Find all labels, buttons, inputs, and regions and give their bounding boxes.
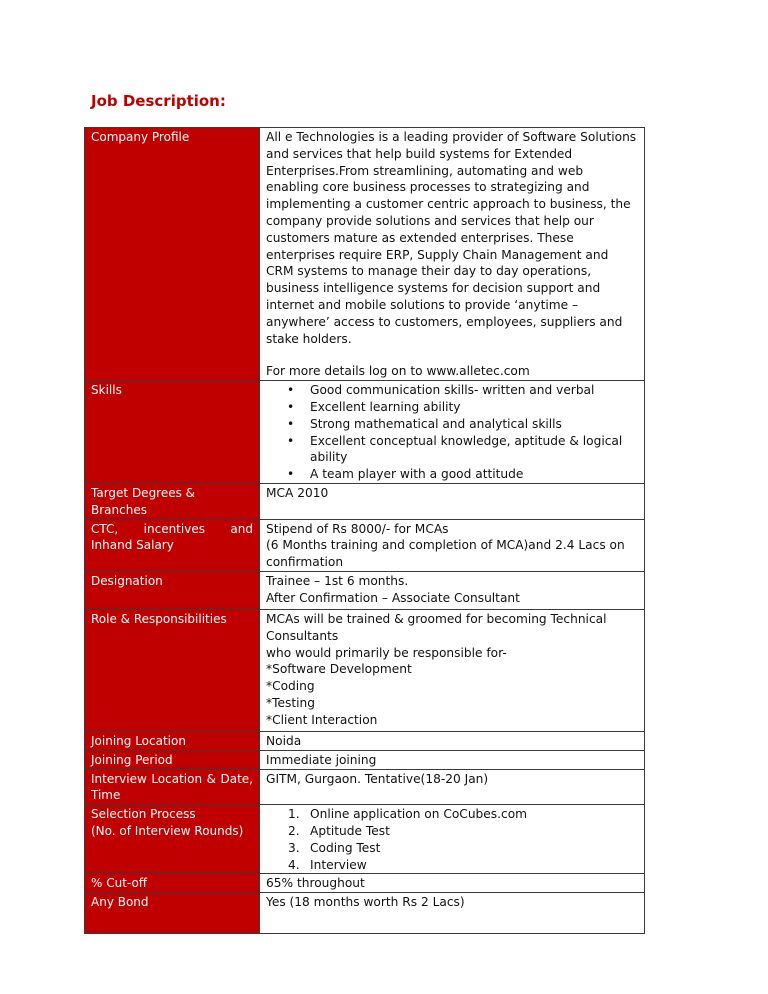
page-title: Job Description:	[91, 92, 226, 110]
company-website-line: For more details log on to www.alletec.com	[266, 364, 530, 379]
selection-label-line: (No. of Interview Rounds)	[91, 823, 244, 838]
row-joining-location	[85, 731, 645, 750]
list-item: • Good communication skills- written and verbal	[310, 382, 638, 399]
row-skills	[85, 381, 645, 484]
designation-line: Trainee – 1st 6 months.	[266, 573, 409, 588]
item-text: Interview	[310, 857, 367, 872]
list-item	[288, 806, 638, 823]
row-selection-process	[85, 805, 645, 874]
role-line: *Testing	[266, 695, 315, 710]
value-joining-location: Noida	[260, 731, 645, 750]
role-line: *Client Interaction	[266, 712, 378, 727]
row-role	[85, 609, 645, 731]
value-ctc	[260, 519, 645, 571]
label-designation: Designation	[85, 571, 260, 609]
list-item: • A team player with a good attitude	[310, 466, 638, 483]
value-cutoff: 65% throughout	[260, 874, 645, 893]
row-cutoff	[85, 874, 645, 893]
role-line: who would primarily be responsible for-	[266, 645, 507, 660]
row-joining-period	[85, 750, 645, 769]
list-item	[288, 857, 638, 874]
label-bond: Any Bond	[85, 893, 260, 934]
item-number: 4.	[288, 857, 300, 872]
label-joining-period: Joining Period	[85, 750, 260, 769]
row-target-degrees	[85, 483, 645, 519]
label-selection-process	[85, 805, 260, 874]
label-joining-location: Joining Location	[85, 731, 260, 750]
label-interview-location: Interview Location & Date, Time	[85, 769, 260, 805]
row-interview-location	[85, 769, 645, 805]
item-number: 1.	[288, 807, 300, 822]
row-company-profile	[85, 128, 645, 381]
ctc-line: (6 Months training and completion of MCA)and 2.4 Lacs on confirmation	[266, 538, 625, 570]
company-profile-paragraph: All e Technologies is a leading provider of Software Solutions and services that help build systems for Extended Enterprises.From streamlining, automating and web enabling core business processes to strategizing and implementing a customer centric approach to business, the company provide solutions and services that help our customers mature as extended enterprises. These enterprises require ERP, Supply Chain Management and CRM systems to manage their day to day operations, business intelligence systems for decision support and internet and mobile solutions to provide ‘anytime – anywhere’ access to customers, employees, suppliers and stake holders.	[266, 130, 637, 346]
value-skills	[260, 381, 645, 484]
label-company-profile: Company Profile	[85, 128, 260, 381]
row-designation	[85, 571, 645, 609]
value-target-degrees: MCA 2010	[260, 483, 645, 519]
value-company-profile	[260, 128, 645, 381]
list-item: • Excellent learning ability	[310, 399, 638, 416]
row-ctc	[85, 519, 645, 571]
ctc-line: Stipend of Rs 8000/- for MCAs	[266, 521, 449, 536]
list-item: • Strong mathematical and analytical skills	[310, 416, 638, 433]
label-cutoff: % Cut-off	[85, 874, 260, 893]
value-joining-period: Immediate joining	[260, 750, 645, 769]
item-text: Coding Test	[310, 840, 381, 855]
item-number: 2.	[288, 823, 300, 838]
list-item	[288, 823, 638, 840]
item-number: 3.	[288, 840, 300, 855]
list-item: • Excellent conceptual knowledge, aptitude & logical ability	[310, 433, 638, 467]
item-text: Aptitude Test	[310, 823, 390, 838]
label-role: Role & Responsibilities	[85, 609, 260, 731]
value-designation	[260, 571, 645, 609]
role-line: *Coding	[266, 679, 315, 694]
selection-label-line: Selection Process	[91, 807, 196, 822]
selection-list	[266, 806, 638, 873]
value-role	[260, 609, 645, 731]
row-bond	[85, 893, 645, 934]
role-line: *Software Development	[266, 662, 412, 677]
job-description-table	[84, 127, 645, 934]
value-bond: Yes (18 months worth Rs 2 Lacs)	[260, 893, 645, 934]
label-ctc: CTC, incentives and Inhand Salary	[85, 519, 260, 571]
item-text: Online application on CoCubes.com	[310, 807, 528, 822]
value-interview-location: GITM, Gurgaon. Tentative(18-20 Jan)	[260, 769, 645, 805]
role-line: MCAs will be trained & groomed for becoming Technical Consultants	[266, 611, 607, 643]
value-selection-process	[260, 805, 645, 874]
label-skills: Skills	[85, 381, 260, 484]
label-target-degrees: Target Degrees & Branches	[85, 483, 260, 519]
skills-list	[266, 382, 638, 483]
designation-line: After Confirmation – Associate Consultant	[266, 590, 520, 605]
list-item	[288, 840, 638, 857]
